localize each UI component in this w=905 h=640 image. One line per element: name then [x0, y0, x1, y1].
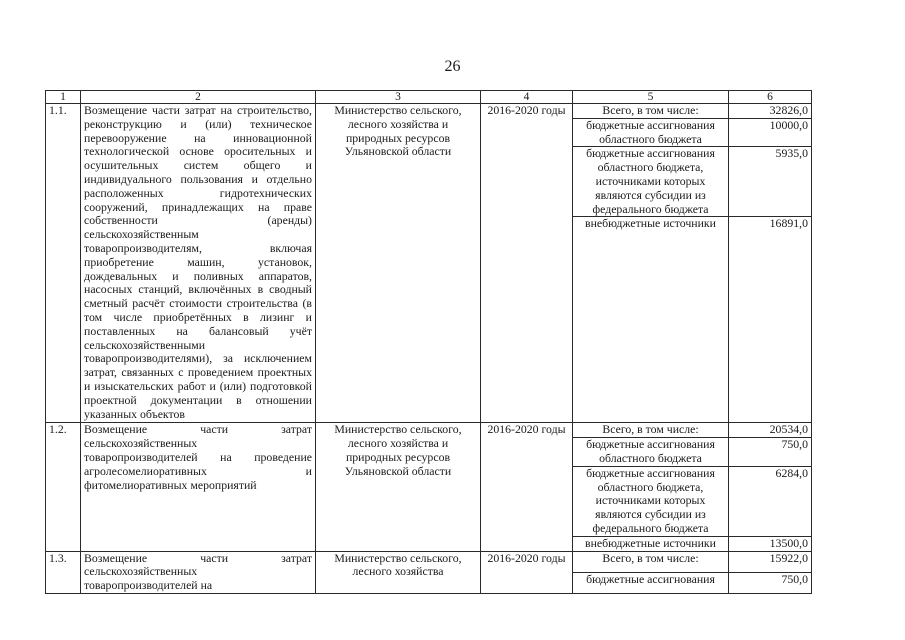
period: 2016-2020 годы	[481, 423, 573, 551]
measure-description: Возмещение части затрат сельскохозяйственных товаропроизводителей на проведение агролесомелиоративных и фитомелиоративных мероприятий	[81, 423, 316, 551]
executor: Министерство сельского, лесного хозяйства и природных ресурсов Ульяновской области	[316, 104, 481, 423]
source-label: бюджетные ассигнования областного бюджета	[573, 438, 729, 467]
source-amount: 10000,0	[729, 118, 812, 147]
source-label: Всего, в том числе:	[573, 551, 729, 572]
measure-description: Возмещение части затрат сельскохозяйственных товаропроизводителей на	[81, 551, 316, 593]
source-label: Всего, в том числе:	[573, 423, 729, 438]
executor: Министерство сельского, лесного хозяйства и природных ресурсов Ульяновской области	[316, 423, 481, 551]
source-amount: 6284,0	[729, 466, 812, 536]
source-amount: 32826,0	[729, 104, 812, 119]
source-label: бюджетные ассигнования областного бюджета, источниками которых являются субсидии из федерального бюджета	[573, 466, 729, 536]
column-header: 2	[81, 91, 316, 104]
column-header: 6	[729, 91, 812, 104]
period: 2016-2020 годы	[481, 104, 573, 423]
column-header: 4	[481, 91, 573, 104]
source-label: бюджетные ассигнования областного бюджета	[573, 118, 729, 147]
source-amount: 20534,0	[729, 423, 812, 438]
row-number: 1.2.	[46, 423, 81, 551]
executor: Министерство сельского, лесного хозяйства	[316, 551, 481, 593]
source-amount: 13500,0	[729, 536, 812, 551]
period: 2016-2020 годы	[481, 551, 573, 593]
table-row	[46, 104, 812, 119]
column-header: 3	[316, 91, 481, 104]
source-label: внебюджетные источники	[573, 217, 729, 423]
source-amount: 15922,0	[729, 551, 812, 572]
table-row	[46, 551, 812, 572]
source-amount: 5935,0	[729, 147, 812, 217]
source-amount: 750,0	[729, 572, 812, 593]
source-amount: 16891,0	[729, 217, 812, 423]
table-row	[46, 423, 812, 438]
column-header: 1	[46, 91, 81, 104]
source-amount: 750,0	[729, 438, 812, 467]
row-number: 1.1.	[46, 104, 81, 423]
row-number: 1.3.	[46, 551, 81, 593]
source-label: бюджетные ассигнования областного бюджета, источниками которых являются субсидии из федерального бюджета	[573, 147, 729, 217]
source-label: бюджетные ассигнования	[573, 572, 729, 593]
page-number: 26	[444, 58, 461, 75]
source-label: внебюджетные источники	[573, 536, 729, 551]
column-header: 5	[573, 91, 729, 104]
source-label: Всего, в том числе:	[573, 104, 729, 119]
program-table	[45, 90, 812, 594]
measure-description: Возмещение части затрат на строительство, реконструкцию и (или) техническое перевооружение на инновационной технологической основе оросительных и осушительных систем общего и индивидуального пользования и отдельно расположенных гидротехнических сооружений, принадлежащих на праве собственности (аренды) сельскохозяйственным товаропроизводителям, включая приобретение машин, установок, дождевальных и поливных аппаратов, насосных станций, включённых в сводный сметный расчёт стоимости строительства (в том числе приобретённых в лизинг и поставленных на балансовый учёт сельскохозяйственными товаропроизводителями), за исключением затрат, связанных с проведением проектных и изыскательских работ и (или) подготовкой проектной документации в отношении указанных объектов	[81, 104, 316, 423]
column-number-row	[46, 91, 812, 104]
